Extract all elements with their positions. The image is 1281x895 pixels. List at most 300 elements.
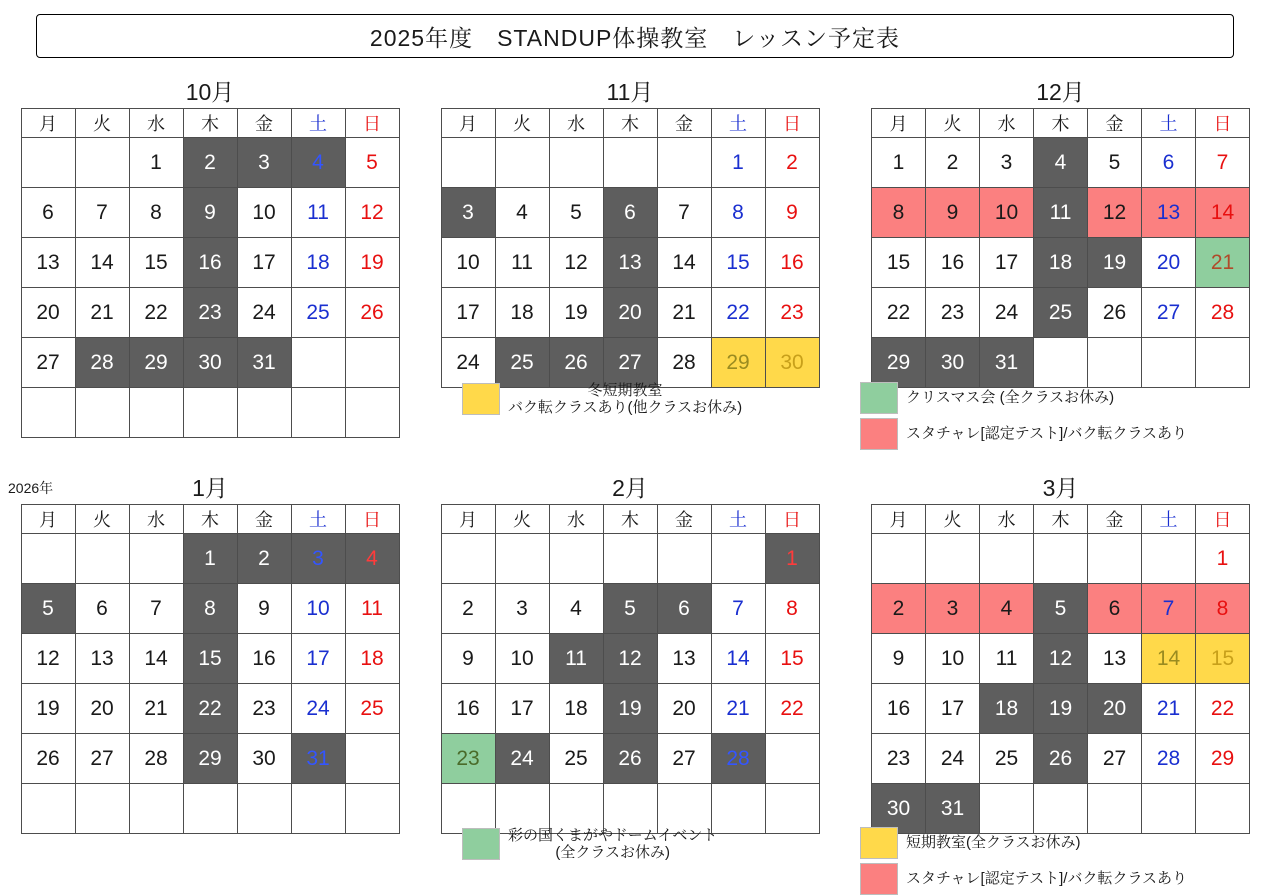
weekday-sun: 日 xyxy=(765,109,819,138)
calendar-day-cell: 28 xyxy=(1196,288,1250,338)
calendar-week-row xyxy=(872,584,1250,634)
weekday-thu: 木 xyxy=(183,505,237,534)
calendar-empty-cell xyxy=(1034,784,1088,834)
calendar-empty-cell xyxy=(75,534,129,584)
calendar-empty-cell xyxy=(237,784,291,834)
page-title: 2025年度 STANDUP体操教室 レッスン予定表 xyxy=(369,24,901,51)
calendar-empty-cell xyxy=(495,534,549,584)
weekday-header-row xyxy=(21,505,399,534)
calendar-day-cell: 31 xyxy=(980,338,1034,388)
calendar-day-cell: 9 xyxy=(872,634,926,684)
calendar-day-cell: 21 xyxy=(75,288,129,338)
calendar-empty-cell xyxy=(603,138,657,188)
calendar-empty-cell xyxy=(657,784,711,834)
weekday-header-row xyxy=(872,109,1250,138)
legend-item-stachare xyxy=(860,418,1280,450)
calendar-empty-cell xyxy=(441,138,495,188)
calendar-day-cell: 11 xyxy=(345,584,399,634)
calendar-day-cell: 26 xyxy=(1034,734,1088,784)
calendar-day-cell: 17 xyxy=(980,238,1034,288)
calendar-day-cell: 16 xyxy=(237,634,291,684)
weekday-thu: 木 xyxy=(183,109,237,138)
weekday-sat: 土 xyxy=(1142,109,1196,138)
calendar-week-row xyxy=(441,138,819,188)
calendar-day-cell: 14 xyxy=(657,238,711,288)
calendar-body xyxy=(872,534,1250,834)
weekday-thu: 木 xyxy=(603,109,657,138)
legend-text xyxy=(508,827,717,862)
calendar-week-row xyxy=(21,188,399,238)
weekday-header-row xyxy=(872,505,1250,534)
calendar-day-cell: 26 xyxy=(603,734,657,784)
calendar-day-cell: 13 xyxy=(1142,188,1196,238)
calendar-day-cell: 13 xyxy=(603,238,657,288)
legend-label-line1: 冬短期教室 xyxy=(587,382,663,399)
calendar-week-row xyxy=(441,684,819,734)
month-header xyxy=(840,70,1281,104)
weekday-wed: 水 xyxy=(129,109,183,138)
calendar-day-cell: 23 xyxy=(765,288,819,338)
weekday-wed: 水 xyxy=(549,505,603,534)
calendar-day-cell: 22 xyxy=(1196,684,1250,734)
legend-text xyxy=(508,382,742,417)
calendar-empty-cell xyxy=(345,734,399,784)
calendar-day-cell: 27 xyxy=(657,734,711,784)
calendar-empty-cell xyxy=(441,784,495,834)
calendar-day-cell: 7 xyxy=(1142,584,1196,634)
calendar-day-cell: 3 xyxy=(291,534,345,584)
calendar-day-cell: 10 xyxy=(980,188,1034,238)
calendar-day-cell: 28 xyxy=(1142,734,1196,784)
calendar-week-row xyxy=(872,288,1250,338)
legend-label-line2: (全クラスお休み) xyxy=(555,844,670,862)
calendar-empty-cell xyxy=(1196,784,1250,834)
calendar-day-cell: 31 xyxy=(237,338,291,388)
months-row-2 xyxy=(0,466,1281,888)
calendar-day-cell: 20 xyxy=(75,684,129,734)
calendar-empty-cell xyxy=(291,784,345,834)
calendar-day-cell: 2 xyxy=(872,584,926,634)
calendar-table-march xyxy=(871,504,1250,834)
calendar-day-cell: 21 xyxy=(657,288,711,338)
calendar-day-cell: 15 xyxy=(1196,634,1250,684)
legend-text: クリスマス会 (全クラスお休み) xyxy=(906,389,1115,407)
calendar-day-cell: 22 xyxy=(129,288,183,338)
calendar-week-row xyxy=(441,188,819,238)
calendar-week-row xyxy=(21,634,399,684)
legend-item-christmas xyxy=(860,382,1280,414)
weekday-sun: 日 xyxy=(1196,505,1250,534)
calendar-empty-cell xyxy=(657,138,711,188)
calendar-body xyxy=(21,534,399,834)
weekday-sun: 日 xyxy=(1196,109,1250,138)
month-header xyxy=(420,70,840,104)
calendar-day-cell: 15 xyxy=(711,238,765,288)
legend-item-short-course xyxy=(860,827,1280,859)
calendar-day-cell: 4 xyxy=(291,138,345,188)
months-row-1 xyxy=(0,70,1281,443)
weekday-sat: 土 xyxy=(711,505,765,534)
calendar-day-cell: 7 xyxy=(75,188,129,238)
calendar-day-cell: 9 xyxy=(765,188,819,238)
calendar-week-row xyxy=(872,238,1250,288)
weekday-wed: 水 xyxy=(980,505,1034,534)
calendar-table-december xyxy=(871,108,1250,388)
calendar-empty-cell xyxy=(129,784,183,834)
calendar-day-cell: 9 xyxy=(926,188,980,238)
weekday-sat: 土 xyxy=(1142,505,1196,534)
calendar-day-cell: 21 xyxy=(1142,684,1196,734)
weekday-fri: 金 xyxy=(237,109,291,138)
calendar-day-cell: 24 xyxy=(291,684,345,734)
weekday-header-row xyxy=(441,505,819,534)
weekday-thu: 木 xyxy=(1034,109,1088,138)
weekday-tue: 火 xyxy=(75,109,129,138)
calendar-body xyxy=(872,138,1250,388)
calendar-day-cell: 27 xyxy=(21,338,75,388)
month-name: 10月 xyxy=(185,79,235,105)
calendar-table-november xyxy=(441,108,820,388)
calendar-day-cell: 8 xyxy=(872,188,926,238)
calendar-day-cell: 29 xyxy=(1196,734,1250,784)
calendar-empty-cell xyxy=(75,138,129,188)
legend-item-winter-short xyxy=(462,382,852,417)
calendar-day-cell: 25 xyxy=(1034,288,1088,338)
weekday-fri: 金 xyxy=(657,109,711,138)
calendar-day-cell: 13 xyxy=(1088,634,1142,684)
calendar-day-cell: 8 xyxy=(765,584,819,634)
weekday-fri: 金 xyxy=(237,505,291,534)
calendar-day-cell: 25 xyxy=(549,734,603,784)
weekday-tue: 火 xyxy=(495,109,549,138)
calendar-day-cell: 12 xyxy=(1034,634,1088,684)
month-october xyxy=(0,70,420,438)
legend-item-stachare xyxy=(860,863,1280,895)
calendar-day-cell: 1 xyxy=(872,138,926,188)
calendar-empty-cell xyxy=(1034,338,1088,388)
calendar-body xyxy=(441,534,819,834)
calendar-day-cell: 28 xyxy=(657,338,711,388)
calendar-day-cell: 17 xyxy=(926,684,980,734)
calendar-day-cell: 1 xyxy=(1196,534,1250,584)
calendar-day-cell: 3 xyxy=(926,584,980,634)
calendar-day-cell: 14 xyxy=(75,238,129,288)
calendar-day-cell: 5 xyxy=(603,584,657,634)
calendar-day-cell: 17 xyxy=(495,684,549,734)
calendar-week-row xyxy=(21,388,399,438)
calendar-week-row xyxy=(21,784,399,834)
calendar-empty-cell xyxy=(1034,534,1088,584)
calendar-empty-cell xyxy=(549,784,603,834)
calendar-day-cell: 10 xyxy=(926,634,980,684)
calendar-empty-cell xyxy=(1142,338,1196,388)
calendar-day-cell: 22 xyxy=(872,288,926,338)
calendar-empty-cell xyxy=(129,534,183,584)
calendar-week-row xyxy=(21,684,399,734)
calendar-empty-cell xyxy=(129,388,183,438)
calendar-week-row xyxy=(872,684,1250,734)
calendar-day-cell: 19 xyxy=(603,684,657,734)
calendar-day-cell: 12 xyxy=(549,238,603,288)
calendar-day-cell: 9 xyxy=(441,634,495,684)
month-name: 2月 xyxy=(612,475,648,501)
calendar-day-cell: 27 xyxy=(1142,288,1196,338)
calendar-day-cell: 18 xyxy=(980,684,1034,734)
calendar-day-cell: 14 xyxy=(129,634,183,684)
calendar-week-row xyxy=(21,338,399,388)
calendar-empty-cell xyxy=(21,388,75,438)
calendar-week-row xyxy=(21,584,399,634)
month-header xyxy=(0,466,420,500)
calendar-day-cell: 26 xyxy=(345,288,399,338)
calendar-day-cell: 19 xyxy=(345,238,399,288)
calendar-empty-cell xyxy=(441,534,495,584)
calendar-day-cell: 3 xyxy=(237,138,291,188)
month-header xyxy=(840,466,1281,500)
calendar-day-cell: 12 xyxy=(1088,188,1142,238)
calendar-day-cell: 24 xyxy=(441,338,495,388)
calendar-day-cell: 16 xyxy=(183,238,237,288)
calendar-day-cell: 25 xyxy=(980,734,1034,784)
legend-swatch-yellow xyxy=(860,827,898,859)
calendar-day-cell: 5 xyxy=(21,584,75,634)
calendar-day-cell: 17 xyxy=(237,238,291,288)
month-header xyxy=(420,466,840,500)
weekday-tue: 火 xyxy=(495,505,549,534)
weekday-sat: 土 xyxy=(291,109,345,138)
calendar-day-cell: 10 xyxy=(291,584,345,634)
calendar-week-row xyxy=(441,534,819,584)
month-december xyxy=(840,70,1281,443)
calendar-day-cell: 26 xyxy=(1088,288,1142,338)
calendar-day-cell: 8 xyxy=(1196,584,1250,634)
legend-december xyxy=(860,382,1280,450)
year-tag: 2026年 xyxy=(8,480,54,496)
calendar-day-cell: 9 xyxy=(183,188,237,238)
weekday-mon: 月 xyxy=(872,109,926,138)
weekday-mon: 月 xyxy=(872,505,926,534)
calendar-day-cell: 13 xyxy=(21,238,75,288)
weekday-mon: 月 xyxy=(21,505,75,534)
calendar-day-cell: 17 xyxy=(441,288,495,338)
calendar-day-cell: 26 xyxy=(21,734,75,784)
calendar-day-cell: 21 xyxy=(129,684,183,734)
calendar-empty-cell xyxy=(765,784,819,834)
calendar-day-cell: 24 xyxy=(495,734,549,784)
calendar-empty-cell xyxy=(291,388,345,438)
calendar-week-row xyxy=(441,584,819,634)
calendar-day-cell: 16 xyxy=(926,238,980,288)
calendar-day-cell: 12 xyxy=(603,634,657,684)
calendar-day-cell: 20 xyxy=(1088,684,1142,734)
weekday-mon: 月 xyxy=(441,505,495,534)
calendar-empty-cell xyxy=(1196,338,1250,388)
calendar-day-cell: 28 xyxy=(75,338,129,388)
months-grid xyxy=(0,70,1281,888)
weekday-wed: 水 xyxy=(980,109,1034,138)
calendar-day-cell: 7 xyxy=(1196,138,1250,188)
calendar-body xyxy=(21,138,399,438)
calendar-day-cell: 11 xyxy=(495,238,549,288)
calendar-day-cell: 1 xyxy=(183,534,237,584)
calendar-day-cell: 31 xyxy=(291,734,345,784)
calendar-empty-cell xyxy=(1088,784,1142,834)
weekday-fri: 金 xyxy=(1088,109,1142,138)
month-november xyxy=(420,70,840,438)
calendar-day-cell: 30 xyxy=(872,784,926,834)
month-name: 11月 xyxy=(606,79,654,105)
calendar-table-january xyxy=(21,504,400,834)
calendar-week-row xyxy=(872,138,1250,188)
weekday-fri: 金 xyxy=(1088,505,1142,534)
calendar-day-cell: 23 xyxy=(872,734,926,784)
calendar-empty-cell xyxy=(75,784,129,834)
calendar-day-cell: 2 xyxy=(765,138,819,188)
calendar-empty-cell xyxy=(1142,534,1196,584)
calendar-day-cell: 24 xyxy=(926,734,980,784)
calendar-day-cell: 25 xyxy=(495,338,549,388)
calendar-day-cell: 16 xyxy=(872,684,926,734)
calendar-day-cell: 22 xyxy=(765,684,819,734)
calendar-day-cell: 19 xyxy=(1088,238,1142,288)
month-january xyxy=(0,466,420,834)
calendar-day-cell: 7 xyxy=(129,584,183,634)
calendar-day-cell: 28 xyxy=(129,734,183,784)
calendar-day-cell: 22 xyxy=(183,684,237,734)
calendar-day-cell: 11 xyxy=(549,634,603,684)
calendar-day-cell: 6 xyxy=(1142,138,1196,188)
legend-item-dome-event xyxy=(462,827,852,862)
calendar-day-cell: 2 xyxy=(441,584,495,634)
legend-swatch-red xyxy=(860,863,898,895)
calendar-day-cell: 16 xyxy=(765,238,819,288)
calendar-empty-cell xyxy=(603,784,657,834)
page-title-box xyxy=(36,14,1234,58)
calendar-week-row xyxy=(872,534,1250,584)
calendar-day-cell: 13 xyxy=(657,634,711,684)
calendar-empty-cell xyxy=(495,784,549,834)
calendar-empty-cell xyxy=(21,138,75,188)
calendar-day-cell: 30 xyxy=(183,338,237,388)
calendar-day-cell: 28 xyxy=(711,734,765,784)
calendar-week-row xyxy=(441,238,819,288)
calendar-body xyxy=(441,138,819,388)
calendar-day-cell: 8 xyxy=(711,188,765,238)
calendar-day-cell: 6 xyxy=(75,584,129,634)
weekday-sun: 日 xyxy=(345,505,399,534)
legend-february xyxy=(462,827,852,862)
calendar-day-cell: 23 xyxy=(183,288,237,338)
calendar-empty-cell xyxy=(711,784,765,834)
calendar-day-cell: 10 xyxy=(495,634,549,684)
calendar-day-cell: 3 xyxy=(441,188,495,238)
weekday-fri: 金 xyxy=(657,505,711,534)
calendar-week-row xyxy=(441,784,819,834)
weekday-mon: 月 xyxy=(21,109,75,138)
calendar-empty-cell xyxy=(549,138,603,188)
calendar-day-cell: 15 xyxy=(872,238,926,288)
legend-text: スタチャレ[認定テスト]/バク転クラスあり xyxy=(906,870,1188,888)
calendar-day-cell: 24 xyxy=(980,288,1034,338)
calendar-day-cell: 16 xyxy=(441,684,495,734)
calendar-day-cell: 2 xyxy=(237,534,291,584)
calendar-day-cell: 7 xyxy=(657,188,711,238)
legend-swatch-yellow xyxy=(462,383,500,415)
calendar-table-october xyxy=(21,108,400,438)
calendar-day-cell: 30 xyxy=(237,734,291,784)
legend-text: 短期教室(全クラスお休み) xyxy=(906,834,1081,852)
calendar-week-row xyxy=(21,138,399,188)
month-february xyxy=(420,466,840,862)
calendar-week-row xyxy=(441,734,819,784)
calendar-table-february xyxy=(441,504,820,834)
calendar-day-cell: 31 xyxy=(926,784,980,834)
calendar-day-cell: 20 xyxy=(1142,238,1196,288)
calendar-day-cell: 3 xyxy=(495,584,549,634)
calendar-empty-cell xyxy=(980,534,1034,584)
calendar-day-cell: 5 xyxy=(345,138,399,188)
weekday-tue: 火 xyxy=(75,505,129,534)
calendar-day-cell: 15 xyxy=(183,634,237,684)
calendar-empty-cell xyxy=(1088,338,1142,388)
calendar-empty-cell xyxy=(657,534,711,584)
calendar-day-cell: 23 xyxy=(926,288,980,338)
calendar-day-cell: 21 xyxy=(1196,238,1250,288)
calendar-day-cell: 25 xyxy=(345,684,399,734)
calendar-empty-cell xyxy=(21,534,75,584)
calendar-day-cell: 2 xyxy=(183,138,237,188)
calendar-day-cell: 14 xyxy=(1142,634,1196,684)
calendar-day-cell: 12 xyxy=(345,188,399,238)
calendar-empty-cell xyxy=(345,388,399,438)
calendar-day-cell: 30 xyxy=(926,338,980,388)
month-name: 1月 xyxy=(192,475,228,501)
calendar-day-cell: 29 xyxy=(183,734,237,784)
calendar-day-cell: 29 xyxy=(872,338,926,388)
month-name: 12月 xyxy=(1036,79,1085,105)
calendar-empty-cell xyxy=(765,734,819,784)
calendar-day-cell: 4 xyxy=(980,584,1034,634)
calendar-empty-cell xyxy=(345,338,399,388)
calendar-day-cell: 15 xyxy=(765,634,819,684)
weekday-sun: 日 xyxy=(765,505,819,534)
legend-swatch-red xyxy=(860,418,898,450)
legend-swatch-green xyxy=(462,828,500,860)
month-header xyxy=(0,70,420,104)
calendar-day-cell: 12 xyxy=(21,634,75,684)
calendar-day-cell: 30 xyxy=(765,338,819,388)
calendar-week-row xyxy=(872,784,1250,834)
calendar-day-cell: 14 xyxy=(1196,188,1250,238)
month-name: 3月 xyxy=(1042,475,1079,501)
calendar-day-cell: 18 xyxy=(1034,238,1088,288)
calendar-day-cell: 4 xyxy=(495,188,549,238)
calendar-empty-cell xyxy=(183,784,237,834)
legend-november xyxy=(462,382,852,417)
calendar-day-cell: 1 xyxy=(711,138,765,188)
weekday-thu: 木 xyxy=(603,505,657,534)
calendar-week-row xyxy=(21,288,399,338)
calendar-day-cell: 20 xyxy=(21,288,75,338)
calendar-empty-cell xyxy=(711,534,765,584)
weekday-wed: 水 xyxy=(129,505,183,534)
calendar-empty-cell xyxy=(926,534,980,584)
calendar-day-cell: 18 xyxy=(549,684,603,734)
calendar-day-cell: 11 xyxy=(291,188,345,238)
legend-swatch-green xyxy=(860,382,898,414)
calendar-week-row xyxy=(21,238,399,288)
calendar-day-cell: 10 xyxy=(237,188,291,238)
